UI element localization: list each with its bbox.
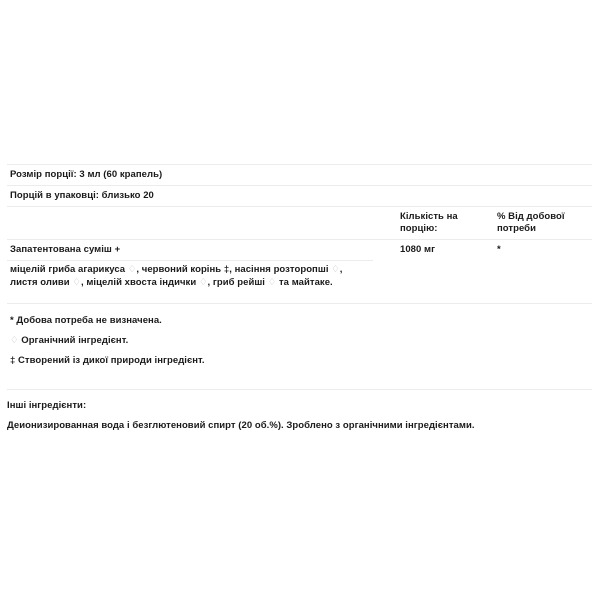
footnote-daily-value: * Добова потреба не визначена.	[10, 315, 162, 326]
footnote-organic-text: Органічний інгредієнт.	[18, 335, 129, 346]
footnote-wild-crafted: ‡ Створений із дикої природи інгредієнт.	[10, 355, 205, 366]
blend-name: Запатентована суміш +	[10, 244, 121, 255]
proprietary-blend-row	[7, 239, 592, 260]
organic-symbol-icon: ♢	[265, 276, 277, 288]
other-ingredients-section	[7, 400, 475, 431]
footnotes	[10, 315, 205, 375]
table-bottom-border	[7, 303, 592, 304]
daily-value-header: % Від добової потреби	[497, 211, 565, 234]
supplement-facts-table	[7, 164, 592, 304]
organic-symbol-icon: ♢	[69, 276, 81, 288]
organic-symbol-icon: ♢	[125, 264, 137, 275]
section-divider	[7, 389, 592, 390]
organic-symbol-icon: ♢	[196, 276, 208, 288]
other-ingredients-title: Інші інгредієнти:	[7, 400, 87, 411]
servings-per-container: Порцій в упаковці: близько 20	[10, 190, 154, 201]
organic-symbol-icon: ♢	[328, 264, 340, 275]
serving-size-row	[7, 164, 592, 185]
amount-per-serving-header: Кількість на порцію:	[400, 211, 458, 234]
table-header-row	[7, 206, 592, 239]
blend-amount: 1080 мг	[400, 244, 436, 255]
organic-symbol-icon: ♢	[10, 335, 19, 346]
other-ingredients-text: Деионизированная вода і безглютеновий спирт (20 об.%). Зроблено з органічними інгредієнтами.	[7, 420, 475, 431]
ingredient-text: міцелій гриба агарикуса	[10, 264, 126, 275]
ingredient-text: та майтаке.	[276, 276, 333, 288]
servings-per-container-row	[7, 185, 592, 206]
ingredient-text: , листя оливи	[10, 264, 343, 288]
blend-ingredients-row	[7, 260, 373, 303]
footnote-organic	[10, 335, 205, 355]
ingredient-text: , міцелій хвоста індички	[80, 276, 197, 288]
serving-size: Розмір порції: 3 мл (60 крапель)	[10, 169, 163, 180]
ingredient-text: , червоний корінь ‡, насіння розторопші	[136, 264, 329, 275]
ingredient-text: , гриб рейші	[207, 276, 266, 288]
blend-daily-value: *	[497, 244, 501, 255]
